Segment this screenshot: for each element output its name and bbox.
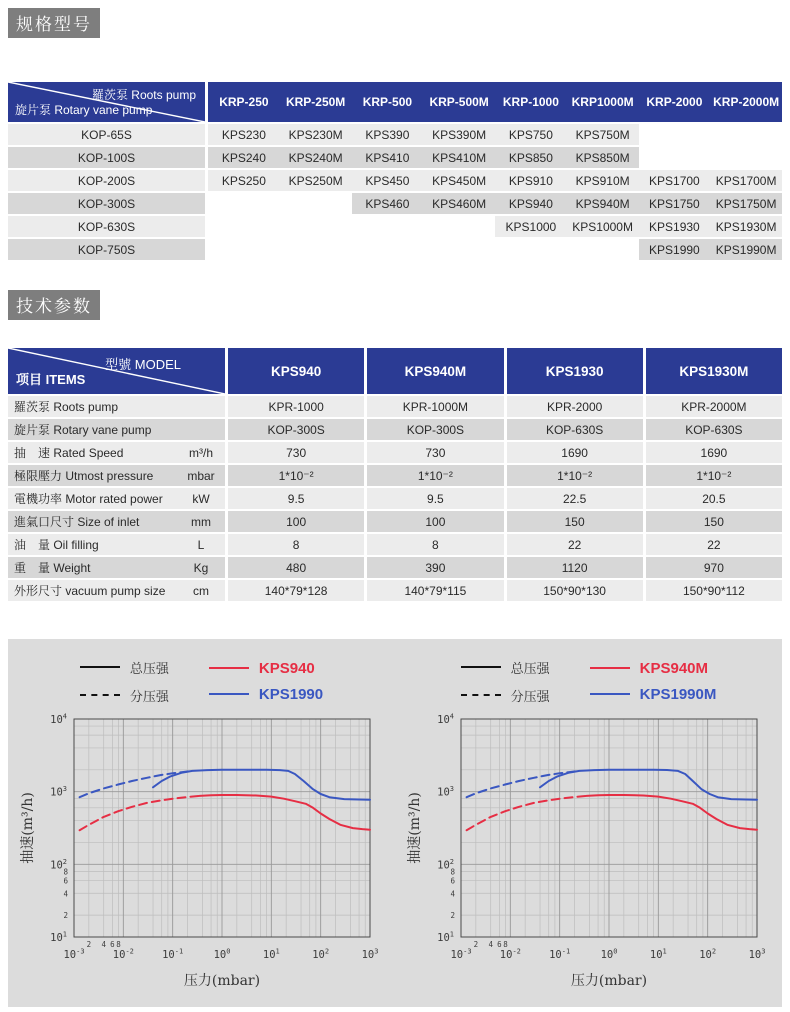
- row-cells: [228, 488, 782, 509]
- model-cell: KPS1750M: [710, 193, 782, 214]
- param-value-cell: 150*90*130: [507, 580, 643, 601]
- x-minor-label: 6: [109, 940, 115, 949]
- param-row-label: [8, 557, 225, 578]
- param-value-cell: 1*10⁻²: [228, 465, 364, 486]
- corner-label-model: 型號 MODEL: [105, 357, 181, 372]
- model-cell: KPS1990M: [710, 239, 782, 260]
- x-minor-label: 4: [487, 940, 493, 949]
- x-axis-title: 压力(mbar): [570, 973, 647, 989]
- param-value-cell: KOP-300S: [228, 419, 364, 440]
- table-row: [8, 488, 782, 509]
- chart-legend: [80, 655, 323, 707]
- column-header-pump-model: KPS940M: [367, 348, 503, 394]
- axis-tick-label: $10^1$: [649, 947, 667, 961]
- solid-line-sample: [80, 666, 120, 668]
- y-minor-label: 2: [449, 911, 455, 921]
- model-cell: [710, 147, 782, 168]
- row-label-rotary-model: KOP-750S: [8, 239, 205, 260]
- x-minor-label: 4: [100, 940, 106, 949]
- row-label-rotary-model: KOP-65S: [8, 124, 205, 145]
- model-cell: KPS910M: [567, 170, 639, 191]
- model-cell: KPS390: [352, 124, 424, 145]
- legend-label: 分压强: [129, 689, 169, 705]
- dashed-line-sample: [461, 694, 501, 696]
- axis-tick-label: $10^4$: [436, 712, 454, 726]
- chart-legend: [461, 655, 717, 707]
- axis-tick-label: $10^2$: [436, 857, 454, 872]
- column-header-pump-model: KPS1930: [507, 348, 643, 394]
- legend-series: [590, 660, 717, 703]
- column-header-roots-model: KRP-500M: [429, 95, 489, 109]
- param-value-cell: 730: [228, 442, 364, 463]
- param-value-cell: 1*10⁻²: [646, 465, 782, 486]
- legend-line-styles: [80, 658, 169, 705]
- table-row: [8, 239, 782, 260]
- param-row-label: [8, 511, 225, 532]
- axis-tick-label: $10^2$: [49, 857, 67, 872]
- model-cell: KPS1990: [639, 239, 711, 260]
- model-cell: [423, 216, 495, 237]
- x-minor-label: 2: [86, 940, 91, 949]
- model-cell: [710, 124, 782, 145]
- param-value-cell: 150: [507, 511, 643, 532]
- legend-series-label: KPS1990: [258, 685, 324, 703]
- chart-panel: [8, 639, 782, 1007]
- model-cell: [352, 216, 424, 237]
- model-cell: [208, 216, 280, 237]
- y-minor-label: 8: [62, 867, 68, 877]
- legend-item: [80, 686, 169, 705]
- model-cell: KPS1750: [639, 193, 711, 214]
- model-cell: [280, 216, 352, 237]
- legend-series-label: KPS1990M: [639, 685, 717, 703]
- model-cell: KPS850M: [567, 147, 639, 168]
- axis-tick-label: $10^{-2}$: [499, 947, 521, 961]
- legend-label: 总压强: [510, 661, 550, 677]
- model-cell: KPS230: [208, 124, 280, 145]
- section-title-spec: 规格型号: [8, 8, 100, 38]
- param-value-cell: 150*90*112: [646, 580, 782, 601]
- param-name: 重 量 Weight: [14, 561, 91, 575]
- column-header-roots-model: KRP-2000M: [713, 95, 780, 109]
- model-cell: KPS450: [352, 170, 424, 191]
- row-label-rotary-model: KOP-200S: [8, 170, 205, 191]
- param-name: 抽 速 Rated Speed: [14, 446, 124, 460]
- pump-curve-chart-group: [395, 653, 782, 999]
- row-cells: [208, 239, 782, 260]
- row-cells: [228, 580, 782, 601]
- param-value-cell: KPR-2000: [507, 396, 643, 417]
- param-value-cell: 390: [367, 557, 503, 578]
- param-value-cell: 970: [646, 557, 782, 578]
- model-cell: KPS910: [495, 170, 567, 191]
- param-value-cell: 140*79*115: [367, 580, 503, 601]
- model-cell: KPS240: [208, 147, 280, 168]
- param-value-cell: KOP-630S: [507, 419, 643, 440]
- table-row: [8, 465, 782, 486]
- model-cell: [280, 239, 352, 260]
- y-axis-title: 抽速(m³/h): [19, 792, 36, 864]
- param-value-cell: KPR-1000M: [367, 396, 503, 417]
- curve-KPS940M-分压强: [466, 796, 586, 830]
- y-minor-label: 2: [62, 911, 68, 921]
- axis-tick-label: $10^{-2}$: [112, 947, 134, 961]
- model-cell: KPS940M: [567, 193, 639, 214]
- param-row-label: [8, 442, 225, 463]
- param-value-cell: 8: [228, 534, 364, 555]
- model-cell: KPS250: [208, 170, 280, 191]
- param-value-cell: 1690: [646, 442, 782, 463]
- param-value-cell: KPR-2000M: [646, 396, 782, 417]
- param-unit: L: [197, 537, 205, 552]
- model-table-header: [8, 82, 782, 122]
- section-title-tech: 技术参数: [8, 290, 100, 320]
- param-row-label: [8, 534, 225, 555]
- param-value-cell: 1690: [507, 442, 643, 463]
- param-value-cell: 100: [367, 511, 503, 532]
- param-unit: mbar: [187, 468, 215, 483]
- param-unit: m³/h: [189, 445, 213, 460]
- legend-item: [209, 660, 323, 677]
- model-cell: KPS1930: [639, 216, 711, 237]
- curve-KPS940-分压强: [79, 796, 199, 830]
- row-label-rotary-model: KOP-300S: [8, 193, 205, 214]
- param-row-label: [8, 488, 225, 509]
- model-cell: [567, 239, 639, 260]
- row-cells: [228, 442, 782, 463]
- param-unit: kW: [192, 491, 210, 506]
- table-row: [8, 216, 782, 237]
- legend-item: [80, 658, 169, 677]
- param-value-cell: 100: [228, 511, 364, 532]
- table-row: [8, 511, 782, 532]
- param-value-cell: 480: [228, 557, 364, 578]
- axis-tick-label: $10^{-3}$: [449, 947, 472, 961]
- x-axis-title: 压力(mbar): [183, 973, 260, 989]
- x-minor-label: 8: [502, 940, 508, 949]
- table-row: [8, 396, 782, 417]
- table-row: [8, 170, 782, 191]
- model-cell: KPS460M: [423, 193, 495, 214]
- param-value-cell: 140*79*128: [228, 580, 364, 601]
- model-table-body: [8, 124, 782, 260]
- table-row: [8, 124, 782, 145]
- axis-tick-label: $10^4$: [49, 712, 67, 726]
- param-unit: mm: [191, 514, 211, 529]
- column-header-roots-model: KRP-250M: [285, 95, 346, 109]
- param-unit: Kg: [193, 560, 209, 575]
- series-line-sample: [590, 667, 630, 669]
- param-name: 進氣口尺寸 Size of inlet: [14, 515, 140, 529]
- param-value-cell: 1120: [507, 557, 643, 578]
- legend-item: [590, 686, 717, 703]
- legend-line-styles: [461, 658, 550, 705]
- table-row: [8, 534, 782, 555]
- column-header-roots-model: KRP-1000: [502, 95, 559, 109]
- model-cell: KPS1000: [495, 216, 567, 237]
- table-row: [8, 419, 782, 440]
- row-cells: [228, 396, 782, 417]
- axis-tick-label: $10^1$: [49, 930, 67, 944]
- pump-curve-chart: [405, 707, 773, 999]
- model-cell: [639, 147, 711, 168]
- axis-tick-label: $10^2$: [698, 947, 716, 961]
- model-cell: KPS1000M: [567, 216, 639, 237]
- model-cell: KPS230M: [280, 124, 352, 145]
- model-cell: KPS410: [352, 147, 424, 168]
- model-cell: [280, 193, 352, 214]
- param-name: 旋片泵 Rotary vane pump: [14, 423, 152, 437]
- row-cells: [208, 170, 782, 191]
- y-minor-label: 6: [62, 876, 68, 886]
- axis-tick-label: $10^1$: [436, 930, 454, 944]
- axis-tick-label: $10^{-1}$: [161, 947, 183, 961]
- curve-KPS940M-总压强: [586, 795, 757, 830]
- axis-tick-label: $10^1$: [262, 947, 280, 961]
- model-table-column-headers: [208, 82, 782, 122]
- column-header-pump-model: KPS1930M: [646, 348, 782, 394]
- param-value-cell: 1*10⁻²: [367, 465, 503, 486]
- pump-curve-chart: [18, 707, 386, 999]
- param-name: 電機功率 Motor rated power: [14, 492, 163, 506]
- model-table: [8, 82, 782, 260]
- model-cell: KPS240M: [280, 147, 352, 168]
- model-cell: KPS250M: [280, 170, 352, 191]
- model-cell: [352, 239, 424, 260]
- corner-label-rotary-pump: 旋片泵 Rotary vane pump: [15, 103, 153, 117]
- series-line-sample: [590, 693, 630, 695]
- y-minor-label: 8: [449, 867, 455, 877]
- solid-line-sample: [461, 666, 501, 668]
- column-header-roots-model: KRP-500: [362, 95, 413, 109]
- model-cell: KPS1700: [639, 170, 711, 191]
- y-minor-label: 4: [449, 889, 455, 899]
- axis-tick-label: $10^{-1}$: [548, 947, 570, 961]
- param-name: 外形尺寸 vacuum pump size: [14, 584, 166, 598]
- row-cells: [208, 193, 782, 214]
- axis-tick-label: $10^3$: [361, 947, 378, 961]
- axis-tick-label: $10^3$: [436, 785, 454, 799]
- row-cells: [208, 124, 782, 145]
- param-value-cell: 150: [646, 511, 782, 532]
- param-value-cell: 20.5: [646, 488, 782, 509]
- row-cells: [228, 511, 782, 532]
- param-value-cell: 9.5: [228, 488, 364, 509]
- param-unit: cm: [193, 583, 209, 598]
- model-table-corner-cell: [8, 82, 205, 122]
- table-row: [8, 580, 782, 601]
- table-row: [8, 557, 782, 578]
- model-cell: [639, 124, 711, 145]
- param-row-label: [8, 419, 225, 440]
- table-row: [8, 193, 782, 214]
- axis-tick-label: $10^{-3}$: [62, 947, 85, 961]
- row-cells: [208, 147, 782, 168]
- model-cell: KPS1930M: [710, 216, 782, 237]
- y-minor-label: 4: [62, 889, 68, 899]
- param-name: 油 量 Oil filling: [14, 538, 99, 552]
- row-cells: [208, 216, 782, 237]
- column-header-roots-model: KRP-2000: [646, 95, 703, 109]
- model-cell: KPS750M: [567, 124, 639, 145]
- param-row-label: [8, 580, 225, 601]
- curve-KPS940-总压强: [199, 795, 370, 830]
- legend-label: 分压强: [510, 689, 550, 705]
- param-value-cell: 22: [646, 534, 782, 555]
- model-cell: [423, 239, 495, 260]
- param-value-cell: 22.5: [507, 488, 643, 509]
- pump-curve-chart-group: [8, 653, 395, 999]
- dashed-line-sample: [80, 694, 120, 696]
- param-value-cell: 730: [367, 442, 503, 463]
- axis-tick-label: $10^3$: [748, 947, 765, 961]
- model-cell: KPS390M: [423, 124, 495, 145]
- row-cells: [228, 557, 782, 578]
- param-value-cell: KOP-630S: [646, 419, 782, 440]
- param-value-cell: 1*10⁻²: [507, 465, 643, 486]
- params-table: [8, 348, 782, 601]
- params-table-body: [8, 396, 782, 601]
- model-cell: KPS1700M: [710, 170, 782, 191]
- row-cells: [228, 465, 782, 486]
- table-row: [8, 442, 782, 463]
- column-header-pump-model: KPS940: [228, 348, 364, 394]
- model-cell: KPS450M: [423, 170, 495, 191]
- row-label-rotary-model: KOP-100S: [8, 147, 205, 168]
- params-table-corner-cell: [8, 348, 225, 394]
- y-axis-title: 抽速(m³/h): [406, 792, 423, 864]
- legend-series-label: KPS940M: [639, 659, 709, 677]
- corner-label-items: 项目 ITEMS: [16, 372, 86, 387]
- axis-tick-label: $10^0$: [213, 947, 230, 961]
- model-cell: KPS410M: [423, 147, 495, 168]
- param-value-cell: 22: [507, 534, 643, 555]
- legend-item: [209, 686, 323, 703]
- params-table-column-headers: [228, 348, 782, 394]
- axis-tick-label: $10^2$: [311, 947, 329, 961]
- model-cell: [495, 239, 567, 260]
- x-minor-label: 6: [496, 940, 502, 949]
- model-cell: KPS460: [352, 193, 424, 214]
- param-name: 羅茨泵 Roots pump: [14, 400, 119, 414]
- param-value-cell: KOP-300S: [367, 419, 503, 440]
- row-cells: [228, 534, 782, 555]
- axis-tick-label: $10^0$: [600, 947, 617, 961]
- legend-item: [461, 686, 550, 705]
- x-minor-label: 2: [473, 940, 478, 949]
- param-row-label: [8, 396, 225, 417]
- param-value-cell: 9.5: [367, 488, 503, 509]
- param-value-cell: KPR-1000: [228, 396, 364, 417]
- row-cells: [228, 419, 782, 440]
- row-label-rotary-model: KOP-630S: [8, 216, 205, 237]
- param-row-label: [8, 465, 225, 486]
- params-table-header: [8, 348, 782, 394]
- legend-series: [209, 660, 323, 703]
- series-line-sample: [209, 667, 249, 669]
- series-line-sample: [209, 693, 249, 695]
- legend-item: [590, 660, 717, 677]
- model-cell: KPS850: [495, 147, 567, 168]
- corner-label-roots-pump: 羅茨泵 Roots pump: [91, 88, 196, 102]
- axis-tick-label: $10^3$: [49, 785, 67, 799]
- model-cell: KPS750: [495, 124, 567, 145]
- model-cell: [208, 193, 280, 214]
- model-cell: [208, 239, 280, 260]
- legend-item: [461, 658, 550, 677]
- param-name: 極限壓力 Utmost pressure: [14, 469, 154, 483]
- legend-label: 总压强: [129, 661, 169, 677]
- y-minor-label: 6: [449, 876, 455, 886]
- legend-series-label: KPS940: [258, 659, 315, 677]
- table-row: [8, 147, 782, 168]
- x-minor-label: 8: [115, 940, 121, 949]
- model-cell: KPS940: [495, 193, 567, 214]
- column-header-roots-model: KRP-250: [219, 95, 269, 109]
- param-value-cell: 8: [367, 534, 503, 555]
- column-header-roots-model: KRP1000M: [571, 95, 634, 109]
